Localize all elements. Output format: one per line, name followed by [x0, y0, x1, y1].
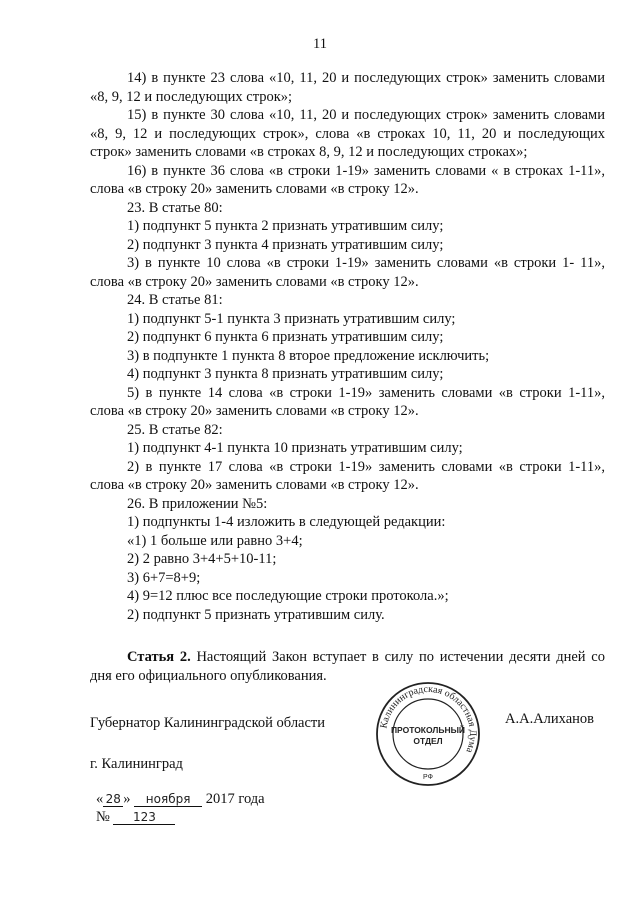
amendment-item: 2) подпункт 3 пункта 4 признать утратившим силу; — [127, 236, 444, 253]
amendment-item: 2) 2 равно 3+4+5+10-11; — [127, 551, 277, 567]
amendment-item: 26. В приложении №5: — [127, 495, 268, 512]
date-open-quote: « — [96, 791, 104, 807]
article-2-label: Статья 2. — [127, 649, 191, 665]
amendment-item: 23. В статье 80: — [127, 199, 223, 216]
governor-title: Губернатор Калининградской области — [90, 715, 326, 731]
amendment-item: 1) подпункт 4-1 пункта 10 признать утратившим силу; — [127, 440, 463, 456]
document-body — [90, 69, 605, 685]
law-number — [96, 809, 175, 826]
amendment-item: 1) подпункты 1-4 изложить в следующей редакции: — [127, 514, 446, 530]
amendment-item: 4) подпункт 3 пункта 8 признать утратившим силу; — [127, 366, 444, 382]
date-month: ноября — [134, 792, 202, 807]
amendment-item: 4) 9=12 плюс все последующие строки протокола.»; — [127, 588, 449, 604]
amendment-item: 5) в пункте 14 слова «в строки 1-19» заменить словами «в строки 1-11», слова «в строку 20» заменить словами «в строку 12». — [90, 384, 605, 419]
amendment-item: 2) подпункт 6 пункта 6 признать утратившим силу; — [127, 329, 444, 345]
amendment-item: 16) в пункте 36 слова «в строки 1-19» заменить словами « в строках 1-11», слова «в строку 20» заменить словами «в строку 12». — [90, 162, 605, 197]
number-label: № — [96, 809, 110, 825]
amendment-item: 3) в пункте 10 слова «в строки 1-19» заменить словами «в строки 1- 11», слова «в строку 20» заменить словами «в строку 12». — [90, 255, 605, 290]
amendment-item: 14) в пункте 23 слова «10, 11, 20 и последующих строк» заменить словами «8, 9, 12 и последующих строк»; — [90, 70, 605, 105]
protocol-department-stamp — [374, 680, 482, 788]
article-2-text: Настоящий Закон вступает в силу по истечении десяти дней со дня его официального опубликования. — [90, 649, 605, 684]
stamp-center-line2: ОТДЕЛ — [413, 736, 443, 746]
amendment-item: 3) в подпункте 1 пункта 8 второе предложение исключить; — [127, 347, 490, 364]
amendment-item: 25. В статье 82: — [127, 421, 223, 438]
city: г. Калининград — [90, 756, 183, 772]
page-number: 11 — [313, 36, 327, 52]
date-day: 28 — [103, 792, 123, 807]
amendment-item: 2) в пункте 17 слова «в строки 1-19» заменить словами «в строки 1-11», слова «в строку 20» заменить словами «в строку 12». — [90, 458, 605, 493]
amendment-item: 1) подпункт 5-1 пункта 3 признать утратившим силу; — [127, 310, 456, 327]
amendment-item: «1) 1 больше или равно 3+4; — [127, 532, 303, 549]
signing-date — [96, 791, 265, 808]
number-value: 123 — [113, 810, 175, 825]
stamp-bottom-text: РФ — [423, 774, 433, 781]
amendment-item: 1) подпункт 5 пункта 2 признать утратившим силу; — [127, 218, 444, 234]
amendment-item: 24. В статье 81: — [127, 292, 223, 308]
amendment-item: 3) 6+7=8+9; — [127, 569, 201, 586]
amendment-item: 2) подпункт 5 признать утратившим силу. — [127, 606, 385, 623]
article-2-paragraph — [90, 648, 605, 685]
amendment-item: 15) в пункте 30 слова «10, 11, 20 и последующих строк» заменить словами «8, 9, 12 и последующих строк», слова «в строках 10, 11, 20 и последующих строк» заменить словами «в строках 8, 9, 12 и последующих строках»; — [90, 107, 605, 160]
date-year: 2017 года — [205, 791, 265, 807]
stamp-center-line1: ПРОТОКОЛЬНЫЙ — [390, 725, 466, 735]
date-close-quote: » — [123, 791, 131, 807]
amendment-list — [90, 69, 605, 624]
stamp-ring-text: Калининградская областная Дума — [378, 683, 479, 755]
governor-name: А.А.Алиханов — [505, 711, 595, 727]
